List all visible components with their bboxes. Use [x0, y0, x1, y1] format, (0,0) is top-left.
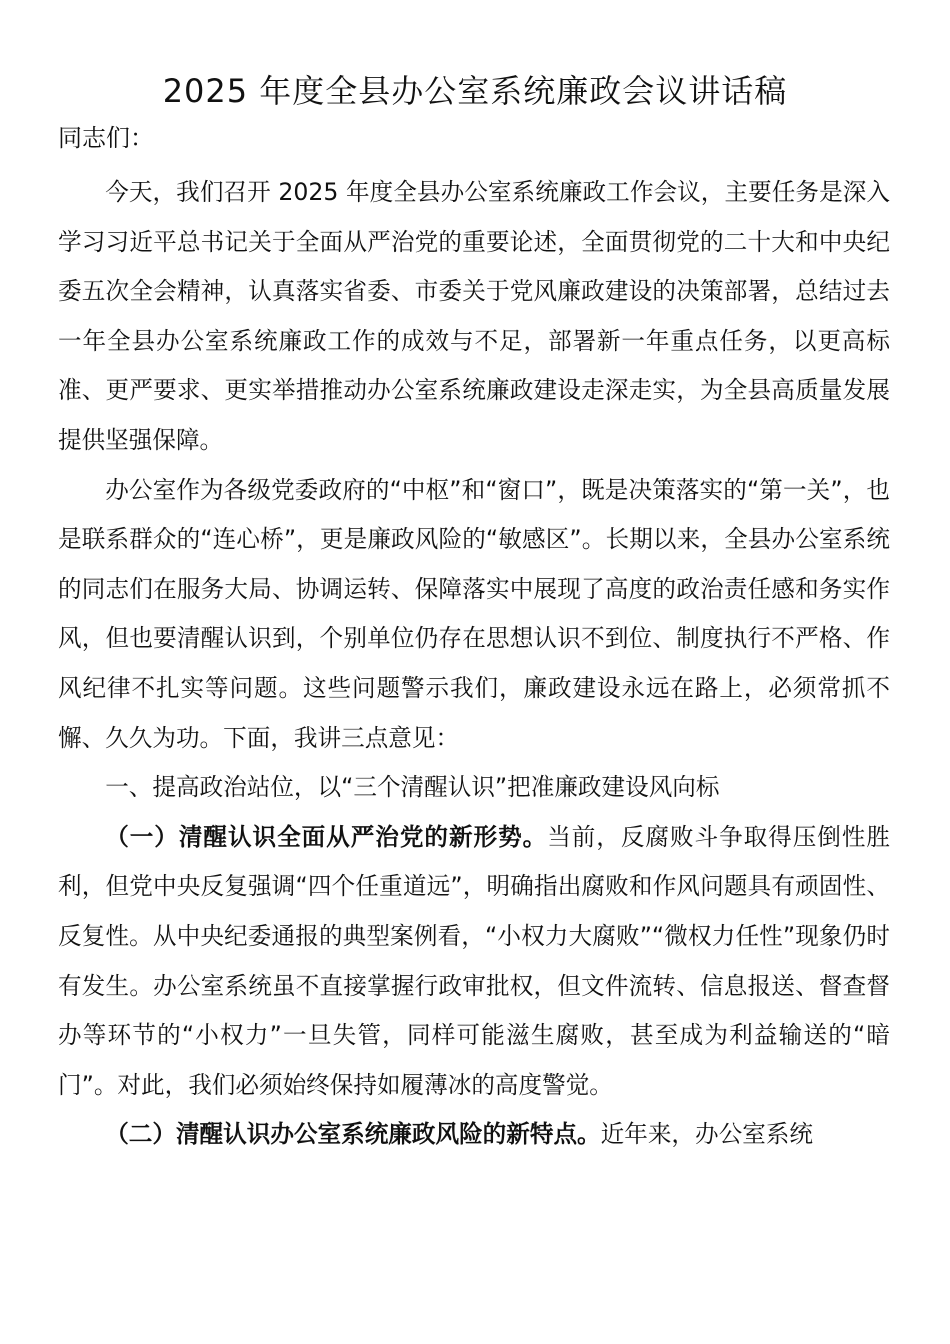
section-heading-text: 一、提高政治站位，以“三个清醒认识”把准廉政建设风向标	[105, 773, 720, 802]
paragraph-point-2	[58, 1110, 890, 1160]
document-title: 2025 年度全县办公室系统廉政会议讲话稿	[162, 72, 788, 110]
paragraph-text: 当前，反腐败斗争取得压倒性胜利，但党中央反复强调“四个任重道远”，明确指出腐败和作风问题具有顽固性、反复性。从中央纪委通报的典型案例看，“小权力大腐败”“微权力任性”现象仍时有发生。办公室系统虽不直接掌握行政审批权，但文件流转、信息报送、督查督办等环节的“小权力”一旦失管，同样可能滋生腐败，甚至成为利益输送的“暗门”。对此，我们必须始终保持如履薄冰的高度警觉。	[58, 822, 891, 1099]
paragraph-text: 办公室作为各级党委政府的“中枢”和“窗口”，既是决策落实的“第一关”，也是联系群众的“连心桥”，更是廉政风险的“敏感区”。长期以来，全县办公室系统的同志们在服务大局、协调运转、保障落实中展现了高度的政治责任感和务实作风，但也要清醒认识到，个别单位仍存在思想认识不到位、制度执行不严格、作风纪律不扎实等问题。这些问题警示我们，廉政建设永远在路上，必须常抓不懈、久久为功。下面，我讲三点意见：	[58, 475, 890, 752]
section-heading-1	[58, 763, 890, 813]
paragraph-text: 近年来，办公室系统	[600, 1120, 813, 1149]
paragraph-background	[58, 466, 890, 764]
subheading-1: （一）清醒认识全面从严治党的新形势。	[105, 822, 548, 851]
salutation: 同志们：	[58, 124, 154, 152]
paragraph-point-1	[58, 813, 890, 1111]
paragraph-opening	[58, 168, 890, 466]
subheading-2: （二）清醒认识办公室系统廉政风险的新特点。	[105, 1120, 601, 1149]
paragraph-text: 今天，我们召开 2025 年度全县办公室系统廉政工作会议，主要任务是深入学习习近平总书记关于全面从严治党的重要论述，全面贯彻党的二十大和中央纪委五次全会精神，认真落实省委、市委关于党风廉政建设的决策部署，总结过去一年全县办公室系统廉政工作的成效与不足，部署新一年重点任务，以更高标准、更严要求、更实举措推动办公室系统廉政建设走深走实，为全县高质量发展提供坚强保障。	[58, 178, 890, 454]
document-body	[58, 168, 890, 1160]
